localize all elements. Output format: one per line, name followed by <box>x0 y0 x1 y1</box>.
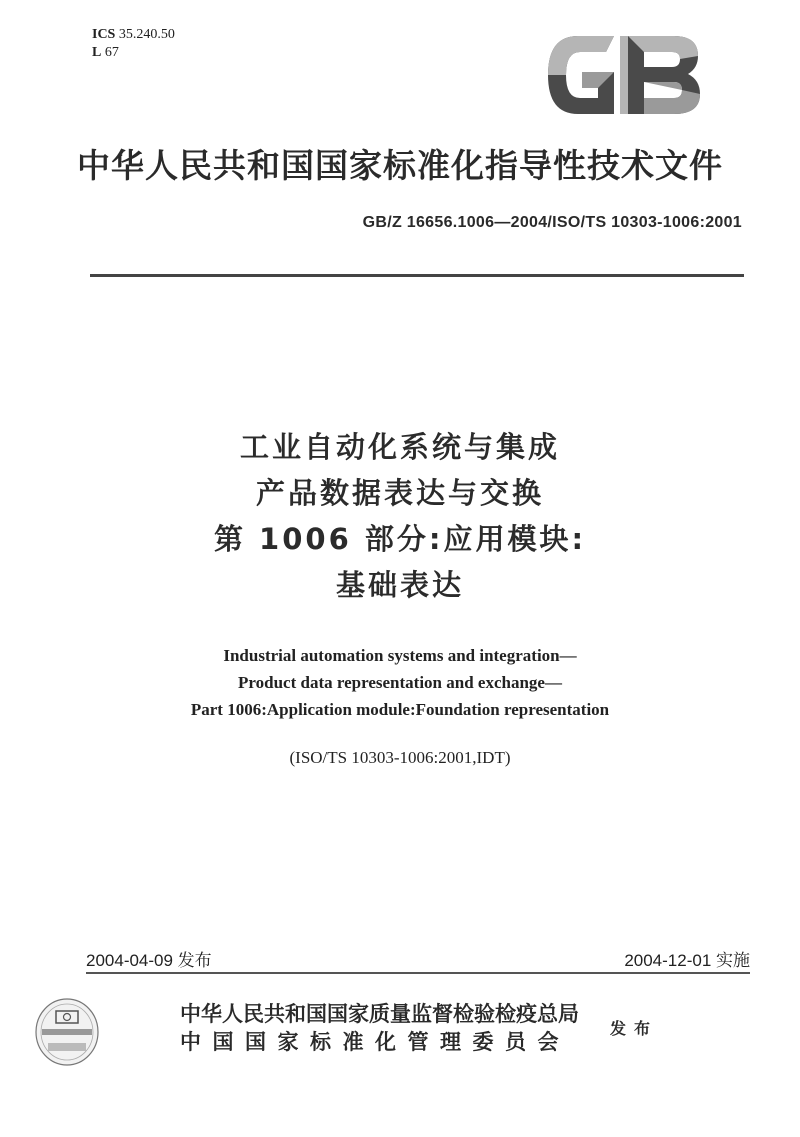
english-title-line: Product data representation and exchange— <box>238 673 562 692</box>
ics-code: ICS 35.240.50 <box>92 27 175 42</box>
gb-logo-icon <box>544 34 702 116</box>
chinese-title <box>0 424 800 608</box>
classification-codes <box>92 26 175 62</box>
effective-date: 2004-12-01 实施 <box>624 951 750 970</box>
issuer-sac: 中国国家标准化管理委员会 <box>180 1030 570 1054</box>
chinese-title-line: 第 1006 部分:应用模块: <box>213 522 587 556</box>
bottom-divider <box>86 972 750 974</box>
issue-label: 发布 <box>610 1019 659 1038</box>
english-title <box>0 642 800 723</box>
english-title-line: Industrial automation systems and integration— <box>223 646 577 665</box>
date-row <box>86 946 750 971</box>
publish-date: 2004-04-09 发布 <box>86 951 212 970</box>
issuing-authorities <box>180 1000 579 1056</box>
chinese-title-line: 基础表达 <box>335 568 464 602</box>
ccs-code: L 67 <box>92 45 119 60</box>
document-type-title: 中华人民共和国国家标准化指导性技术文件 <box>77 146 723 185</box>
top-divider <box>90 274 744 277</box>
english-title-line: Part 1006:Application module:Foundation representation <box>190 700 610 719</box>
chinese-title-line: 工业自动化系统与集成 <box>239 430 560 464</box>
chinese-title-line: 产品数据表达与交换 <box>255 476 544 510</box>
issuer-aqsiq: 中华人民共和国国家质量监督检验检疫总局 <box>180 1002 579 1026</box>
anti-counterfeit-seal-icon <box>34 997 100 1067</box>
adoption-reference: (ISO/TS 10303-1006:2001,IDT) <box>289 748 511 767</box>
standard-number: GB/Z 16656.1006—2004/ISO/TS 10303-1006:2001 <box>362 214 742 231</box>
